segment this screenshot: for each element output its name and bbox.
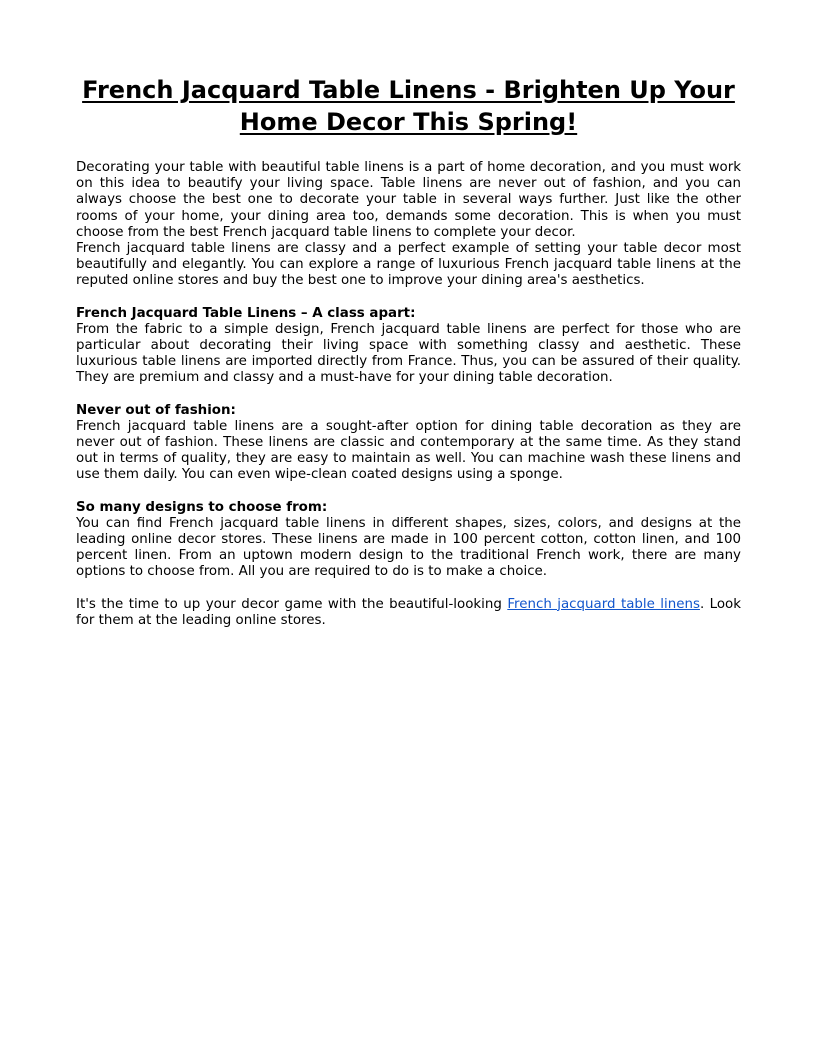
- spacer: [76, 484, 741, 500]
- section-heading-never-out-of-fashion: Never out of fashion:: [76, 402, 236, 418]
- section-body-never-out-of-fashion: French jacquard table linens are a sought-after option for dining table decoration as they are never out of fashion. These linens are classic and contemporary at the same time. As they stand out in terms of quality, they are easy to maintain as well. You can machine wash these linens and use them daily. You can even wipe-clean coated designs using a sponge.: [76, 418, 741, 483]
- page-title: French Jacquard Table Linens - Brighten Up Your Home Decor This Spring!: [82, 76, 735, 136]
- section-body-class-apart: From the fabric to a simple design, French jacquard table linens are perfect for those who are particular about decorating their living space with something classy and aesthetic. These luxurious table linens are imported directly from France. Thus, you can be assured of their quality. They are premium and classy and a must-have for your dining table decoration.: [76, 321, 741, 386]
- document-page: [76, 74, 741, 629]
- spacer: [76, 387, 741, 403]
- intro-paragraph-2: French jacquard table linens are classy and a perfect example of setting your table decor most beautifully and elegantly. You can explore a range of luxurious French jacquard table linens at the reputed online stores and buy the best one to improve your dining area's aesthetics.: [76, 241, 741, 289]
- spacer: [76, 581, 741, 597]
- closing-paragraph: [76, 597, 741, 629]
- intro-paragraph-1: Decorating your table with beautiful table linens is a part of home decoration, and you must work on this idea to beautify your living space. Table linens are never out of fashion, and you can always choose the best one to decorate your table in several ways further. Just like the other rooms of your home, your dining area too, demands some decoration. This is when you must choose from the best French jacquard table linens to complete your decor.: [76, 160, 741, 240]
- french-jacquard-link[interactable]: French jacquard table linens: [507, 596, 700, 612]
- closing-text-before-link: It's the time to up your decor game with the beautiful-looking: [76, 596, 508, 612]
- section-heading-many-designs: So many designs to choose from:: [76, 499, 328, 515]
- closing-text-after-link: . Look for them at the leading online stores.: [76, 596, 741, 628]
- spacer: [76, 290, 741, 306]
- section-body-many-designs: You can find French jacquard table linens in different shapes, sizes, colors, and designs at the leading online decor stores. These linens are made in 100 percent cotton, cotton linen, and 100 percent linen. From an uptown modern design to the traditional French work, there are many options to choose from. All you are required to do is to make a choice.: [76, 515, 741, 580]
- section-heading-class-apart: French Jacquard Table Linens – A class apart:: [76, 305, 416, 321]
